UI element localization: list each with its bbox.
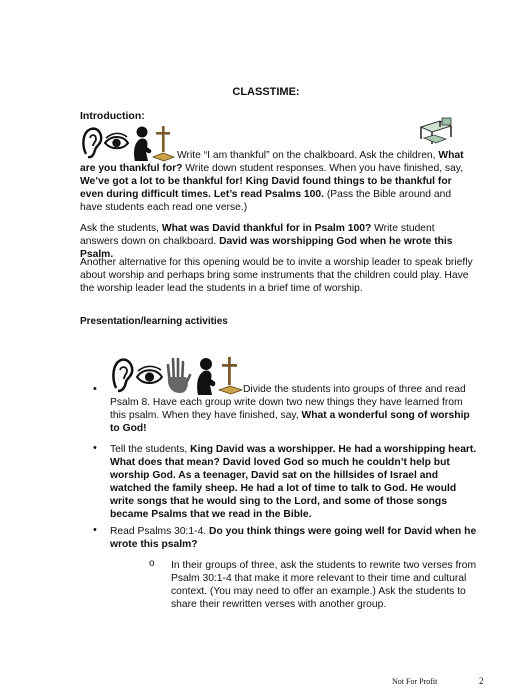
text-run: King David was a worshipper. He had a worshipping heart. What does that mean? David loved God so much he couldn’t help but worship God. As a teenager, David sat on the hillsides of Israel and watched the family sheep. He had a lot of time to talk to God. He would write songs that he would sing to the Lord, and some of those songs became Psalms that we read in the Bible. [110, 444, 477, 521]
bullet-marker: • [93, 524, 97, 536]
text-run: Write student answers down on chalkboard. [80, 223, 435, 248]
intro-paragraph-1 [80, 149, 470, 214]
eye-icon [105, 133, 128, 148]
bullet-marker: • [93, 442, 97, 454]
page-number: 2 [479, 676, 484, 686]
desk-icon [418, 117, 454, 147]
text-run: We’ve got a lot to be thankful for! King David found things to be thankful for even during difficult times. Let’s read Psalms 100. [80, 176, 452, 201]
bullet-3-text [110, 525, 480, 551]
text-run: What are you thankful for? [80, 150, 464, 175]
text-run: Ask the students, [80, 223, 162, 234]
presentation-heading: Presentation/learning activities [80, 316, 228, 327]
intro-heading: Introduction: [80, 110, 145, 122]
intro-paragraph-3: Another alternative for this opening would be to invite a worship leader to speak briefly about worship and perhaps bring some instruments that the children could play. Have the worship leader lead the students in a brief time of worship. [80, 257, 473, 295]
text-run: Tell the students, [110, 444, 191, 455]
bullet-2-text [110, 443, 480, 522]
text-run: What was David thankful for in Psalm 100? [161, 223, 372, 234]
text-run: (Pass the Bible around and have students each read one verse.) [80, 189, 452, 214]
text-run: Do you think things were going well for David when he wrote this psalm? [110, 526, 477, 551]
text-run: Read Psalms 30:1-4. [110, 526, 210, 537]
sub-bullet-text: In their groups of three, ask the students to rewrite two verses from Psalm 30:1-4 that make it more relevant to their time and cultural context. (You may need to offer an example.) Ask the students to share their rewritten verses with another group. [171, 560, 477, 611]
eye-icon [137, 366, 162, 383]
text-run: David was worshipping God when he wrote this Psalm. [80, 236, 453, 261]
footer-label: Not For Profit [392, 677, 438, 686]
page-title: CLASSTIME: [232, 86, 300, 98]
bullet-marker: • [93, 383, 97, 395]
text-run: What a wonderful song of worship to God! [110, 410, 470, 435]
sub-bullet-marker: o [149, 558, 155, 569]
bullet-1-text [110, 383, 475, 435]
text-run: Write down student responses. When you have finished, say, [182, 163, 464, 175]
text-run: Divide the students into groups of three and read Psalm 8. Have each group write down two new things they have learned from this psalm. When they have finished, say, [110, 384, 466, 422]
text-run: Write “I am thankful” on the chalkboard. Ask the children, [177, 150, 439, 161]
